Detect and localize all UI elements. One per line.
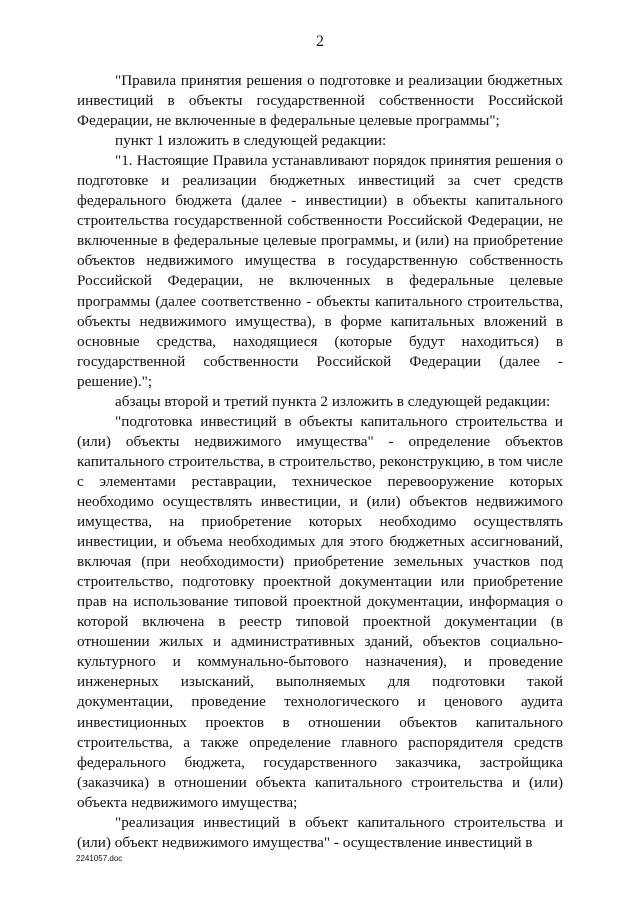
paragraph: "Правила принятия решения о подготовке и реализации бюджетных инвестиций в объекты государственной собственности Российской Федерации, не включенные в федеральные целевые программы"; <box>77 72 563 130</box>
document-body <box>77 71 563 853</box>
paragraph: пункт 1 изложить в следующей редакции: <box>115 132 387 150</box>
paragraph: "подготовка инвестиций в объекты капитального строительства и (или) объекты недвижимого имущества" - определение объектов капитального строительства, в строительство, реконструкцию, в том числе с элементами реставрации, техническое перевооружение которых необходимо осуществлять инвестиции, и (или) объектов недвижимого имущества, на приобретение которых необходимо осуществлять инвестиции, и объема необходимых для этого бюджетных ассигнований, включая (при необходимости) приобретение земельных участков под строительство, подготовку проектной документации или приобретение прав на использование типовой проектной документации, информация о которой включена в реестр типовой проектной документации (в отношении жилых и административных зданий, объектов социально-культурного и коммунально-бытового назначения), и проведение инженерных изысканий, выполняемых для подготовки такой документации, проведение технологического и ценового аудита инвестиционных проектов в отношении объектов капитального строительства, а также определение главного распорядителя средств федерального бюджета, государственного заказчика, застройщика (заказчика) в отношении объекта капитального строительства и (или) объекта недвижимого имущества; <box>77 412 563 811</box>
page-number: 2 <box>316 33 324 50</box>
file-name-footer: 2241057.doc <box>76 854 123 863</box>
paragraph: "реализация инвестиций в объект капитального строительства и (или) объект недвижимого имущества" - осуществление инвестиций в <box>77 813 563 851</box>
paragraph: "1. Настоящие Правила устанавливают порядок принятия решения о подготовке и реализации бюджетных инвестиций за счет средств федерального бюджета (далее - инвестиции) в объекты капитального строительства государственной собственности Российской Федерации, не включенные в федеральные целевые программы, и (или) на приобретение объектов недвижимого имущества в государственную собственность Российской Федерации, не включенных в федеральные целевые программы (далее соответственно - объекты капитального строительства, объекты недвижимого имущества), в форме капитальных вложений в основные средства, находящиеся (которые будут находиться) в государственной собственности Российской Федерации (далее - решение)."; <box>77 152 563 390</box>
paragraph: абзацы второй и третий пункта 2 изложить в следующей редакции: <box>115 392 551 410</box>
